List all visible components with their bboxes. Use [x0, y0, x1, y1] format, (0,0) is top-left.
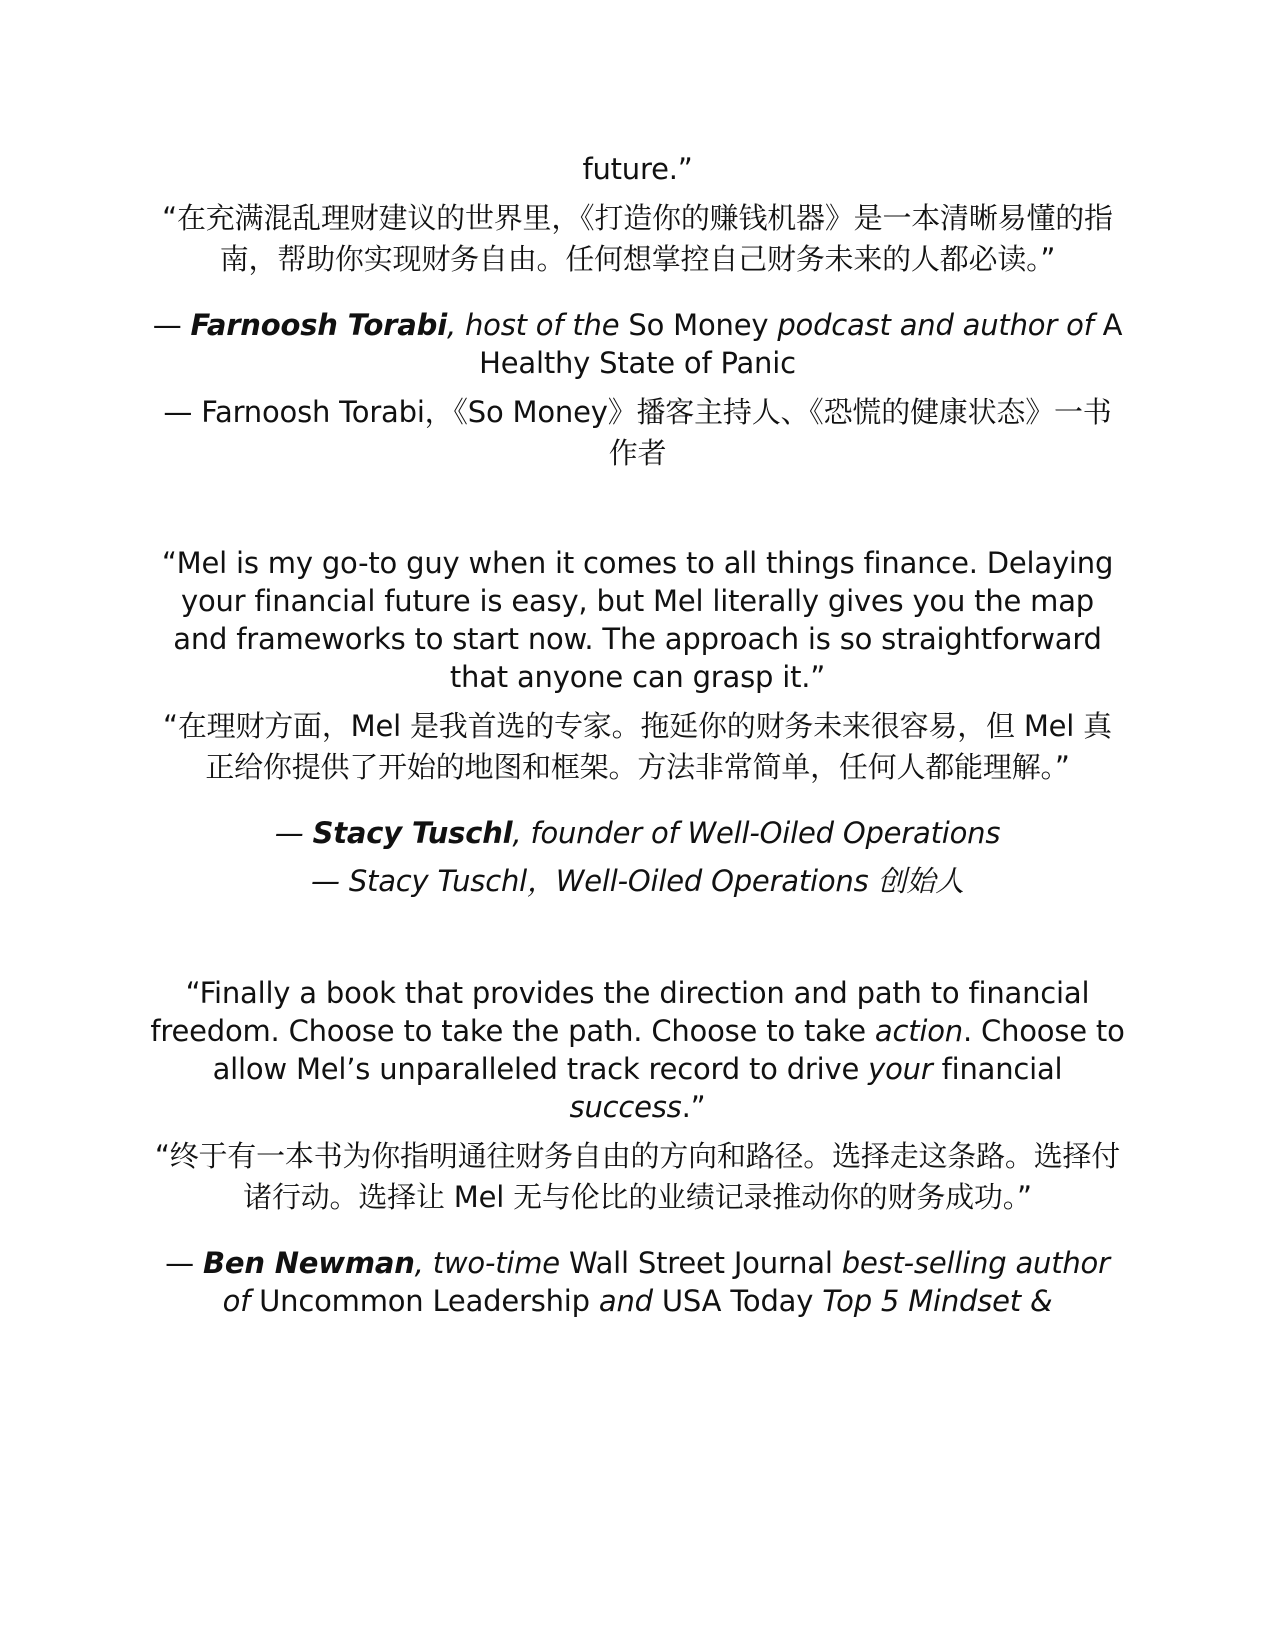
quote-text: .”: [681, 1090, 706, 1124]
attribution-text: , two-time: [414, 1246, 569, 1280]
document-page: [150, 150, 1125, 1320]
attribution-chinese: — Stacy Tuschl，Well-Oiled Operations 创始人: [311, 864, 964, 898]
quote-text: financial: [932, 1052, 1063, 1086]
attribution-english: [150, 306, 1125, 382]
work-title: Uncommon Leadership: [259, 1284, 590, 1318]
attribution-text: , founder of Well-Oiled Operations: [512, 816, 1001, 850]
quote-emphasis: action: [874, 1014, 963, 1048]
work-title: Wall Street Journal: [568, 1246, 833, 1280]
section-spacer: [150, 474, 1125, 544]
work-title: USA Today: [661, 1284, 814, 1318]
testimonial-stacy-tuschl: [150, 544, 1125, 900]
attribution-english: [150, 814, 1125, 852]
quote-chinese: “在充满混乱理财建议的世界里，《打造你的赚钱机器》是一本清晰易懂的指南，帮助你实现财务自由。任何想掌控自己财务未来的人都必读。”: [162, 201, 1113, 276]
quote-text: . Choose to allow Mel’s unparalleled track record to drive: [212, 1014, 1125, 1086]
quote-english: future.”: [582, 152, 693, 186]
testimonial-farnoosh-torabi: [150, 150, 1125, 474]
attribution-text: and: [589, 1284, 662, 1318]
work-title: A Healthy State of Panic: [479, 308, 1123, 380]
attribution-english: [150, 1244, 1125, 1320]
section-spacer: [150, 900, 1125, 974]
work-title: So Money: [628, 308, 769, 342]
quote-text: “Finally a book that provides the direction and path to financial freedom. Choose to take the path. Choose to take: [150, 976, 1090, 1048]
quote-emphasis: your: [868, 1052, 933, 1086]
quote-english: [150, 974, 1125, 1126]
quote-emphasis: success: [569, 1090, 682, 1124]
author-name: Stacy Tuschl: [312, 816, 513, 850]
attribution-text: best-selling author of: [222, 1246, 1110, 1318]
quote-chinese: “在理财方面，Mel 是我首选的专家。拖延你的财务未来很容易，但 Mel 真正给你提供了开始的地图和框架。方法非常简单，任何人都能理解。”: [163, 709, 1112, 784]
author-name: Ben Newman: [202, 1246, 415, 1280]
attribution-chinese: — Farnoosh Torabi，《So Money》播客主持人、《恐慌的健康状态》一书作者: [163, 395, 1112, 470]
attribution-dash: —: [152, 308, 191, 342]
attribution-text: Top 5 Mindset &: [813, 1284, 1053, 1318]
attribution-dash: —: [165, 1246, 203, 1280]
attribution-dash: —: [274, 816, 313, 850]
quote-english: “Mel is my go-to guy when it comes to all things finance. Delaying your financial future is easy, but Mel literally gives you the map and frameworks to start now. The approach is so straightforward that anyone can grasp it.”: [161, 546, 1114, 694]
attribution-text: , host of the: [446, 308, 629, 342]
quote-chinese: “终于有一本书为你指明通往财务自由的方向和路径。选择走这条路。选择付诸行动。选择让 Mel 无与伦比的业绩记录推动你的财务成功。”: [154, 1139, 1121, 1214]
author-name: Farnoosh Torabi: [190, 308, 447, 342]
attribution-text: podcast and author of: [768, 308, 1103, 342]
testimonial-ben-newman: [150, 974, 1125, 1320]
